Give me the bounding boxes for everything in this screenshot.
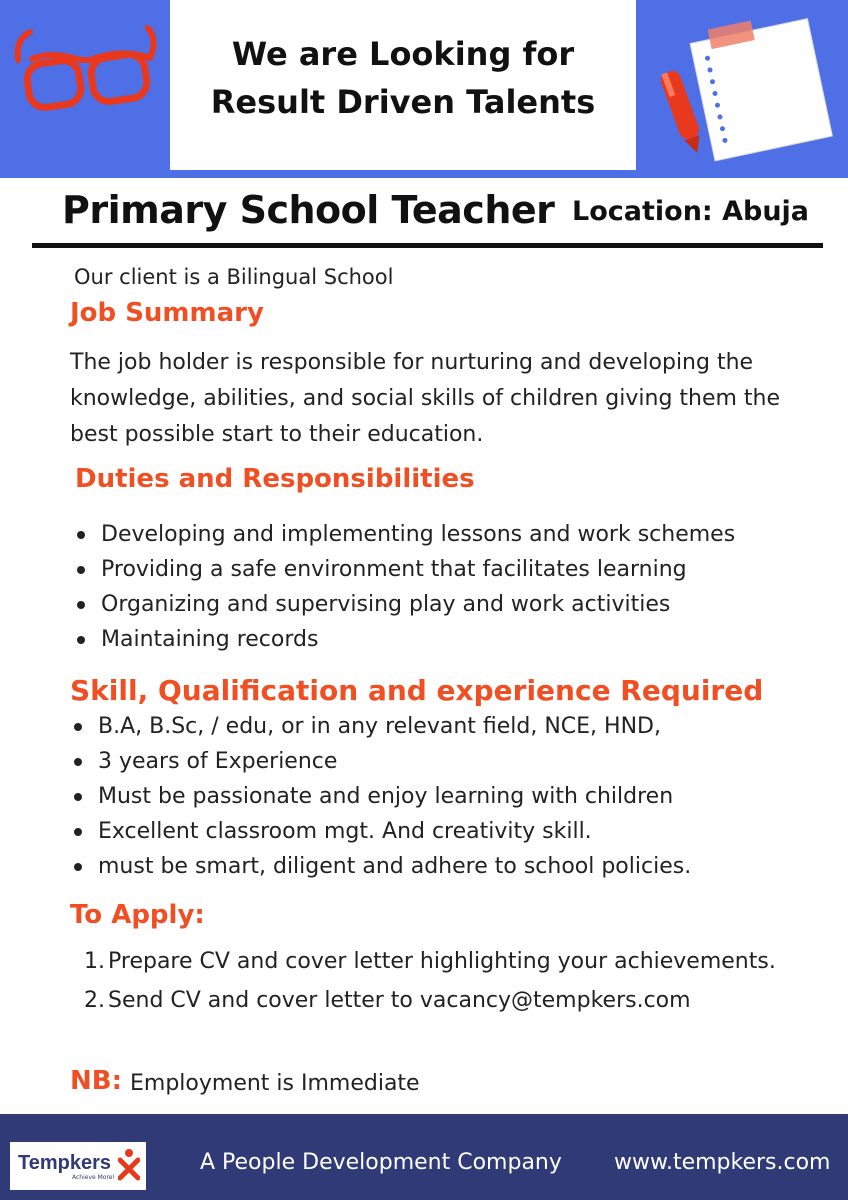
step-text: Send CV and cover letter to vacancy@tempkers.com [108,988,691,1013]
glasses-icon [10,20,160,130]
job-summary-text: The job holder is responsible for nurturing and developing the knowledge, abilities, and social skills of children giving them the best possible start to their education. [70,350,781,447]
skills-list [70,709,691,884]
list-item: Maintaining records [73,622,735,657]
duties-list [73,517,735,657]
list-item: Must be passionate and enjoy learning with children [70,779,691,814]
title-rule [32,243,823,248]
job-title: Primary School Teacher [62,188,555,232]
step-text: Prepare CV and cover letter highlighting your achievements. [108,949,776,974]
apply-step [84,944,784,979]
list-item: Developing and implementing lessons and work schemes [73,517,735,552]
tempkers-logo [10,1142,146,1190]
duties-heading: Duties and Responsibilities [75,464,475,494]
list-item: 3 years of Experience [70,744,691,779]
list-item: Excellent classroom mgt. And creativity skill. [70,814,691,849]
list-item: must be smart, diligent and adhere to school policies. [70,849,691,884]
notepad-icon [640,10,840,165]
list-item: Providing a safe environment that facilitates learning [73,552,735,587]
footer-tagline: A People Development Company [200,1150,562,1175]
list-item: Organizing and supervising play and work activities [73,587,735,622]
step-number: 2. [84,988,105,1013]
client-note: Our client is a Bilingual School [74,265,394,289]
footer-bar [0,1114,848,1200]
logo-tagline: Achieve More! [72,1174,115,1181]
apply-steps [84,944,784,1022]
header-band-left [0,0,170,170]
nb-label: NB: [70,1066,122,1096]
page-headline [170,30,636,126]
job-summary-heading: Job Summary [70,298,264,328]
step-number: 1. [84,949,105,974]
apply-heading: To Apply: [70,900,205,930]
nb-text: Employment is Immediate [130,1071,420,1096]
job-location: Location: Abuja [572,196,810,227]
footer-website-link[interactable]: www.tempkers.com [614,1150,831,1175]
header-divider-strip [0,170,848,178]
list-item: B.A, B.Sc, / edu, or in any relevant field, NCE, HND, [70,709,691,744]
headline-line-1: We are Looking for [231,35,575,73]
headline-line-2: Result Driven Talents [210,83,596,121]
logo-figure-icon [118,1148,140,1182]
header-band-right [636,0,848,170]
logo-wordmark: Tempkers [18,1152,112,1174]
apply-step [84,983,784,1018]
skills-heading: Skill, Qualification and experience Required [70,674,764,707]
